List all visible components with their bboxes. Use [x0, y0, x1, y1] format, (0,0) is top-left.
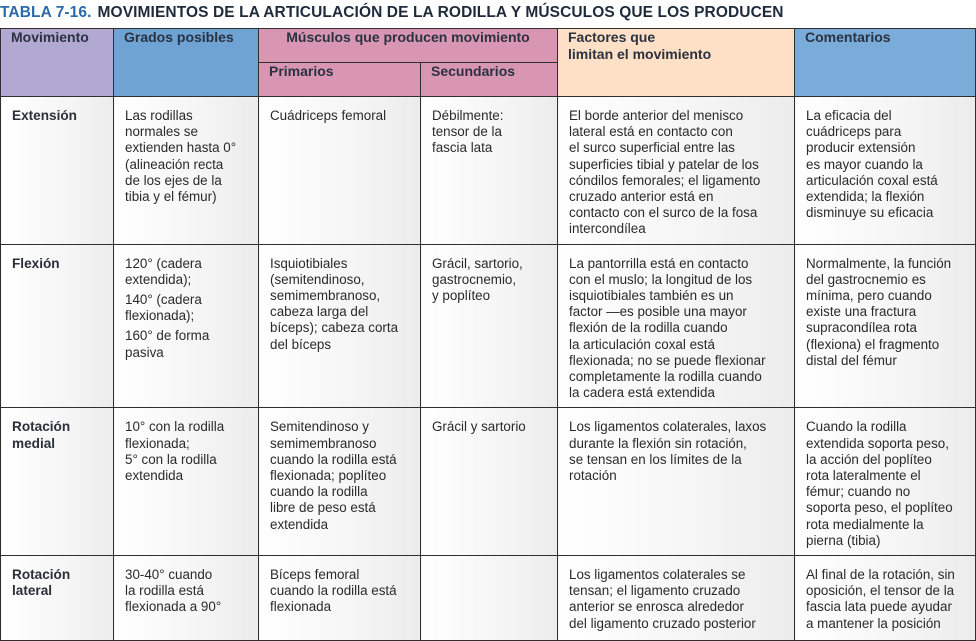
cell-text-line: durante la flexión sin rotación, — [569, 435, 747, 451]
cell-text-line: Grácil, sartorio, — [432, 255, 523, 271]
cell-text-line: Normalmente, la función — [806, 255, 952, 271]
cell-secundarios — [421, 556, 558, 641]
cell-text-line: disminuye su eficacia — [806, 205, 934, 221]
cell-text-line: extendida — [270, 516, 329, 532]
cell-text-line: lateral está en contacto con — [569, 124, 733, 140]
cell-text-line: fascia lata puede ayudar — [806, 599, 952, 615]
cell-text-line: cuando la rodilla — [270, 484, 368, 500]
cell-text-line: medial — [12, 435, 56, 451]
header-musculos: Músculos que producen movimiento — [259, 29, 558, 63]
cell-text-line: tensor de la — [432, 124, 502, 140]
cell-text-line: 30-40° cuando — [125, 567, 213, 583]
cell-comentarios — [795, 97, 976, 245]
knee-movements-table — [0, 28, 976, 641]
cell-text-line: contacto con el surco de la fosa — [569, 205, 758, 221]
table-row — [1, 556, 976, 641]
cell-text-line: cuádriceps para — [806, 124, 902, 140]
cell-factores — [558, 244, 795, 408]
cell-text-line: extendida soporta peso, — [806, 435, 949, 451]
cell-secundarios — [421, 97, 558, 245]
cell-text-line: tensan; el ligamento cruzado — [569, 583, 741, 599]
cell-text-line: semimembranoso — [270, 435, 377, 451]
cell-text-line: extendida); — [125, 271, 192, 287]
header-grados-posibles: Grados posibles — [114, 29, 259, 97]
cell-text-line: Bíceps femoral — [270, 567, 360, 583]
cell-text-line: y poplíteo — [432, 288, 491, 304]
cell-grados — [114, 556, 259, 641]
cell-text-line: Cuando la rodilla — [806, 419, 907, 435]
cell-paragraph — [125, 256, 248, 288]
cell-text-line: extendida — [125, 468, 184, 484]
cell-movimiento — [1, 408, 114, 556]
cell-text-line: Isquiotibiales — [270, 255, 348, 271]
cell-text-line: rota medialmente la — [806, 516, 924, 532]
cell-text-line: mínima, pero cuando — [806, 288, 932, 304]
cell-text-line: anterior se enrosca alrededor — [569, 599, 744, 615]
table-row — [1, 408, 976, 556]
cell-text-line: La pantorrilla está en contacto — [569, 255, 749, 271]
cell-text-line: rotación — [569, 468, 617, 484]
cell-text-line: completamente la rodilla cuando — [569, 369, 762, 385]
cell-text-line: flexionada; poplíteo — [270, 468, 387, 484]
cell-text-line: soporta peso, el poplíteo — [806, 500, 953, 516]
cell-text-line: lateral — [12, 583, 53, 599]
cell-text-line: intercondílea — [569, 221, 646, 237]
cell-text-line: del ligamento cruzado posterior — [569, 615, 756, 631]
cell-text-line: (flexiona) el fragmento — [806, 336, 940, 352]
cell-movimiento — [1, 556, 114, 641]
cell-text-line: Al final de la rotación, sin — [806, 567, 955, 583]
cell-text-line: rota lateralmente el — [806, 468, 921, 484]
cell-text-line: producir extensión — [806, 140, 916, 156]
cell-text-line: con el muslo; la longitud de los — [569, 271, 753, 287]
cell-grados — [114, 97, 259, 245]
cell-text-line: Flexión — [12, 255, 60, 271]
header-factores: Factores que limitan el movimiento — [558, 29, 795, 97]
cell-text-line: gastrocnemio, — [432, 271, 517, 287]
cell-text-line: la articulación coxal está — [569, 336, 715, 352]
cell-grados — [114, 244, 259, 408]
cell-text-line: fascia lata — [432, 140, 493, 156]
header-comentarios: Comentarios — [795, 29, 976, 97]
cell-text-line: el surco superficial entre las — [569, 140, 735, 156]
cell-movimiento — [1, 97, 114, 245]
cell-text-line: Las rodillas — [125, 108, 193, 123]
table-title — [0, 2, 784, 24]
cell-text-line: 10° con la rodilla — [125, 419, 225, 435]
cell-text-line: distal del fémur — [806, 352, 897, 368]
cell-text-line: la acción del poplíteo — [806, 451, 932, 467]
table-row — [1, 97, 976, 245]
cell-text-line: Débilmente: — [432, 108, 504, 123]
cell-primarios — [259, 556, 421, 641]
cell-text-line: normales se — [125, 124, 198, 140]
cell-text-line: cruzado anterior está en — [569, 189, 714, 205]
cell-secundarios — [421, 244, 558, 408]
cell-primarios — [259, 244, 421, 408]
cell-text-line: Rotación — [12, 419, 71, 435]
cell-text-line: 160° de forma — [125, 328, 210, 344]
cell-primarios — [259, 97, 421, 245]
table-row — [1, 244, 976, 408]
header-movimiento: Movimiento — [1, 29, 114, 97]
cell-text-line: extendida; la flexión — [806, 189, 925, 205]
cell-paragraph — [125, 328, 248, 360]
cell-text-line: pasiva — [125, 344, 164, 360]
cell-text-line: cabeza larga del — [270, 304, 369, 320]
cell-comentarios — [795, 556, 976, 641]
cell-text-line: pierna (tibia) — [806, 532, 881, 548]
cell-text-line: a mantener la posición — [806, 615, 941, 631]
cell-text-line: flexionada; — [125, 435, 190, 451]
cell-text-line: articulación coxal está — [806, 172, 938, 188]
cell-text-line: flexionada a 90° — [125, 599, 222, 615]
cell-comentarios — [795, 408, 976, 556]
cell-text-line: existe una fractura — [806, 304, 917, 320]
cell-text-line: flexión de la rodilla cuando — [569, 320, 728, 336]
cell-text-line: Cuádriceps femoral — [270, 108, 387, 123]
cell-text-line: es mayor cuando la — [806, 156, 923, 172]
cell-text-line: bíceps); cabeza corta — [270, 320, 399, 336]
cell-text-line: 140° (cadera — [125, 292, 202, 308]
cell-text-line: La eficacia del — [806, 108, 892, 123]
cell-comentarios — [795, 244, 976, 408]
header-secundarios: Secundarios — [421, 63, 558, 97]
cell-text-line: la rodilla está — [125, 583, 204, 599]
cell-text-line: del gastrocnemio es — [806, 271, 926, 287]
table-title-text: MOVIMIENTOS DE LA ARTICULACIÓN DE LA RODILLA Y MÚSCULOS QUE LOS PRODUCEN — [97, 4, 784, 21]
cell-text-line: Grácil y sartorio — [432, 419, 526, 435]
cell-text-line: superficies tibial y patelar de los — [569, 156, 759, 172]
cell-text-line: Extensión — [12, 108, 77, 123]
cell-text-line: extienden hasta 0° — [125, 140, 237, 156]
cell-text-line: 120° (cadera — [125, 255, 202, 271]
cell-text-line: isquiotibiales también es un — [569, 288, 734, 304]
cell-text-line: flexionada; no se puede flexionar — [569, 352, 766, 368]
cell-text-line: El borde anterior del menisco — [569, 108, 744, 123]
cell-text-line: Los ligamentos colaterales, laxos — [569, 419, 767, 435]
cell-text-line: fémur; cuando no — [806, 484, 911, 500]
cell-text-line: de los ejes de la — [125, 172, 222, 188]
cell-text-line: flexionada — [270, 599, 332, 615]
cell-primarios — [259, 408, 421, 556]
cell-factores — [558, 408, 795, 556]
cell-factores — [558, 556, 795, 641]
cell-text-line: tibia y el fémur) — [125, 189, 217, 205]
cell-secundarios — [421, 408, 558, 556]
cell-paragraph — [125, 292, 248, 324]
cell-text-line: se tensan en los límites de la — [569, 451, 742, 467]
cell-text-line: semimembranoso, — [270, 288, 381, 304]
cell-text-line: cuando la rodilla está — [270, 451, 397, 467]
cell-text-line: flexionada); — [125, 308, 195, 324]
cell-text-line: Los ligamentos colaterales se — [569, 567, 746, 583]
cell-text-line: (alineación recta — [125, 156, 224, 172]
header-primarios: Primarios — [259, 63, 421, 97]
cell-text-line: supracondílea rota — [806, 320, 917, 336]
cell-text-line: (semitendinoso, — [270, 271, 365, 287]
cell-text-line: Semitendinoso y — [270, 419, 369, 435]
cell-text-line: Rotación — [12, 567, 71, 583]
cell-text-line: cóndilos femorales; el ligamento — [569, 172, 761, 188]
cell-text-line: la cadera está extendida — [569, 385, 715, 401]
table-number: TABLA 7-16. — [0, 4, 92, 21]
cell-factores — [558, 97, 795, 245]
cell-text-line: oposición, el tensor de la — [806, 583, 955, 599]
cell-text-line: cuando la rodilla está — [270, 583, 397, 599]
cell-text-line: 5° con la rodilla — [125, 451, 217, 467]
cell-grados — [114, 408, 259, 556]
cell-text-line: libre de peso está — [270, 500, 376, 516]
cell-text-line: del bíceps — [270, 336, 332, 352]
cell-text-line: factor —es posible una mayor — [569, 304, 747, 320]
cell-movimiento — [1, 244, 114, 408]
